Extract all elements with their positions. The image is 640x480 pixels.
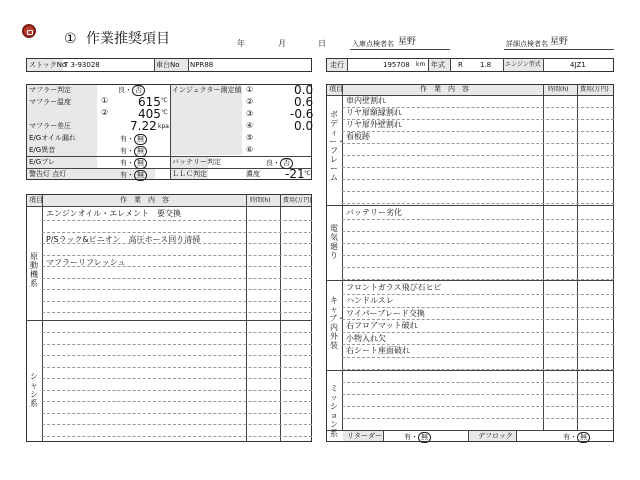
engine-noise-value: 有・ 無 xyxy=(120,146,147,157)
rule-line xyxy=(42,424,312,425)
engine-shake-value: 有・ 無 xyxy=(120,158,147,169)
engine-shake-label: E/Gブレ xyxy=(29,158,55,166)
rule-line xyxy=(342,167,614,168)
injector-1: 0.0 xyxy=(294,83,314,97)
rule-line xyxy=(42,312,312,313)
llc-label: ＬＬＣ判定 xyxy=(172,170,207,178)
rule-line xyxy=(342,131,614,132)
diff-lock-label: デフロック xyxy=(478,432,513,440)
stock-no-label: ストックNo xyxy=(29,61,67,69)
body-row-2: リヤ扉額縁割れ xyxy=(346,108,402,117)
section-body: ボディー・フレーム xyxy=(329,110,345,182)
warning-lamp-value: 有・ 無 xyxy=(120,170,147,181)
concentration-label: 濃度 xyxy=(246,170,260,178)
retarder-value: 有・ 無 xyxy=(404,432,431,443)
body-row-3: リヤ扉外壁割れ xyxy=(346,120,402,129)
chassis-no-label: 車台No xyxy=(156,61,180,69)
mileage-unit: km xyxy=(416,61,426,68)
rule-line xyxy=(342,267,614,268)
rule-line xyxy=(342,357,614,358)
month-label: 月 xyxy=(278,39,286,48)
year-label: 年 xyxy=(237,39,245,48)
brand-logo-icon xyxy=(22,24,36,38)
rule-line xyxy=(42,220,312,221)
muffler-good: 良・ 否 xyxy=(118,85,145,96)
rule-line xyxy=(342,255,614,256)
rule-line xyxy=(42,436,312,437)
muffler-temp-label: マフラー温度 xyxy=(29,98,71,106)
retarder-label: リターダー xyxy=(347,432,382,440)
rule-line xyxy=(342,406,614,407)
chassis-no-value: NPR88 xyxy=(190,61,214,69)
rule-line xyxy=(342,369,614,370)
rule-line xyxy=(42,367,312,368)
left-row-3: P/Sラック&ピニオン 高圧ホース回り清掃 xyxy=(46,235,201,244)
body-row-4: 看板跡 xyxy=(346,132,370,141)
muffler-temp-1: 615 xyxy=(138,95,161,109)
rule-line xyxy=(42,289,312,290)
diff-lock-value: 有・ 無 xyxy=(563,432,590,443)
injector-3: -0.6 xyxy=(290,107,314,121)
injector-4: 0.0 xyxy=(294,119,314,133)
injector-title: インジェクター測定値 xyxy=(172,86,242,94)
rule-line xyxy=(42,413,312,414)
rule-line xyxy=(342,143,614,144)
rule-line xyxy=(342,418,614,419)
rule-line xyxy=(342,307,614,308)
rule-line xyxy=(42,278,312,279)
rule-line xyxy=(42,390,312,391)
rule-line xyxy=(42,344,312,345)
rule-line xyxy=(42,232,312,233)
section-chassis: シャシ系 xyxy=(30,372,38,408)
section-cab: キャブ・内外装 xyxy=(329,296,345,350)
rule-line xyxy=(342,155,614,156)
rule-line xyxy=(342,179,614,180)
elec-row-1: バッテリー劣化 xyxy=(346,208,402,217)
rule-line xyxy=(342,279,614,280)
rule-line xyxy=(42,255,312,256)
mileage-value: 195708 xyxy=(383,61,410,69)
cab-row-3: ワイパーブレード交換 xyxy=(346,309,425,318)
inspector-name: 星野 xyxy=(398,37,417,47)
page-title: 作業推奨項目 xyxy=(86,31,170,47)
displacement-value: 1.8 xyxy=(480,61,492,69)
rule-line xyxy=(342,243,614,244)
detail-inspector-name: 星野 xyxy=(550,37,569,47)
battery-value: 良・ 否 xyxy=(266,158,293,169)
section-transmission: ミッション系 xyxy=(330,384,338,438)
circle-number: ① xyxy=(64,31,77,47)
rule-line xyxy=(342,332,614,333)
body-row-1: 車内壁割れ xyxy=(346,96,386,105)
rule-line xyxy=(342,294,614,295)
cab-row-1: フロントガラス飛び石ヒビ xyxy=(346,283,442,292)
rule-line xyxy=(342,382,614,383)
rule-line xyxy=(342,394,614,395)
oil-leak-label: E/Gオイル漏れ xyxy=(29,134,76,142)
cab-row-6: 右シート座面破れ xyxy=(346,346,410,355)
stock-no-value: T 3-93028 xyxy=(64,61,100,69)
day-label: 日 xyxy=(318,39,326,48)
section-electrical: 電気廻り xyxy=(330,224,338,260)
oil-leak-value: 有・ 無 xyxy=(120,134,147,145)
cab-row-4: 右フロアマット破れ xyxy=(346,321,418,330)
engine-noise-label: E/G異音 xyxy=(29,146,56,154)
rule-line xyxy=(342,231,614,232)
rule-line xyxy=(342,191,614,192)
rule-line xyxy=(342,319,614,320)
engine-type-label: エンジン型式 xyxy=(505,61,541,68)
era-value: R xyxy=(458,61,463,69)
mileage-label: 走行 xyxy=(330,61,344,69)
cab-row-5: 小物入れ欠 xyxy=(346,334,386,343)
section-engine: 原動機系 xyxy=(30,252,38,288)
left-row-1: エンジンオイル・エレメント 要交換 xyxy=(46,209,181,218)
rule-line xyxy=(342,344,614,345)
rule-line xyxy=(42,378,312,379)
warning-lamp-label: 警告灯 点灯 xyxy=(29,170,67,178)
llc-value: -21 xyxy=(285,167,305,181)
muffler-temp-2: 405 xyxy=(138,107,161,121)
inspector-label: 入庫点検者名 xyxy=(352,40,394,48)
muffler-judge-label: マフラー判定 xyxy=(29,86,71,94)
circled-bad: 否 xyxy=(132,85,145,96)
rule-line xyxy=(42,401,312,402)
left-row-5: マフラーリフレッシュ xyxy=(46,258,126,267)
muffler-diff-label: マフラー差圧 xyxy=(29,122,71,130)
injector-2: 0.6 xyxy=(294,95,314,109)
rule-line xyxy=(342,203,614,204)
cab-row-2: ハンドルスレ xyxy=(346,296,394,305)
year-model-label: 年式 xyxy=(431,61,445,69)
battery-label: バッテリー判定 xyxy=(172,158,221,166)
rule-line xyxy=(42,355,312,356)
rule-line xyxy=(42,301,312,302)
rule-line xyxy=(42,332,312,333)
muffler-diff-value: 7.22 xyxy=(130,119,157,133)
engine-type-value: 4JZ1 xyxy=(570,61,586,69)
detail-inspector-label: 詳細点検者名 xyxy=(506,40,548,48)
rule-line xyxy=(342,219,614,220)
